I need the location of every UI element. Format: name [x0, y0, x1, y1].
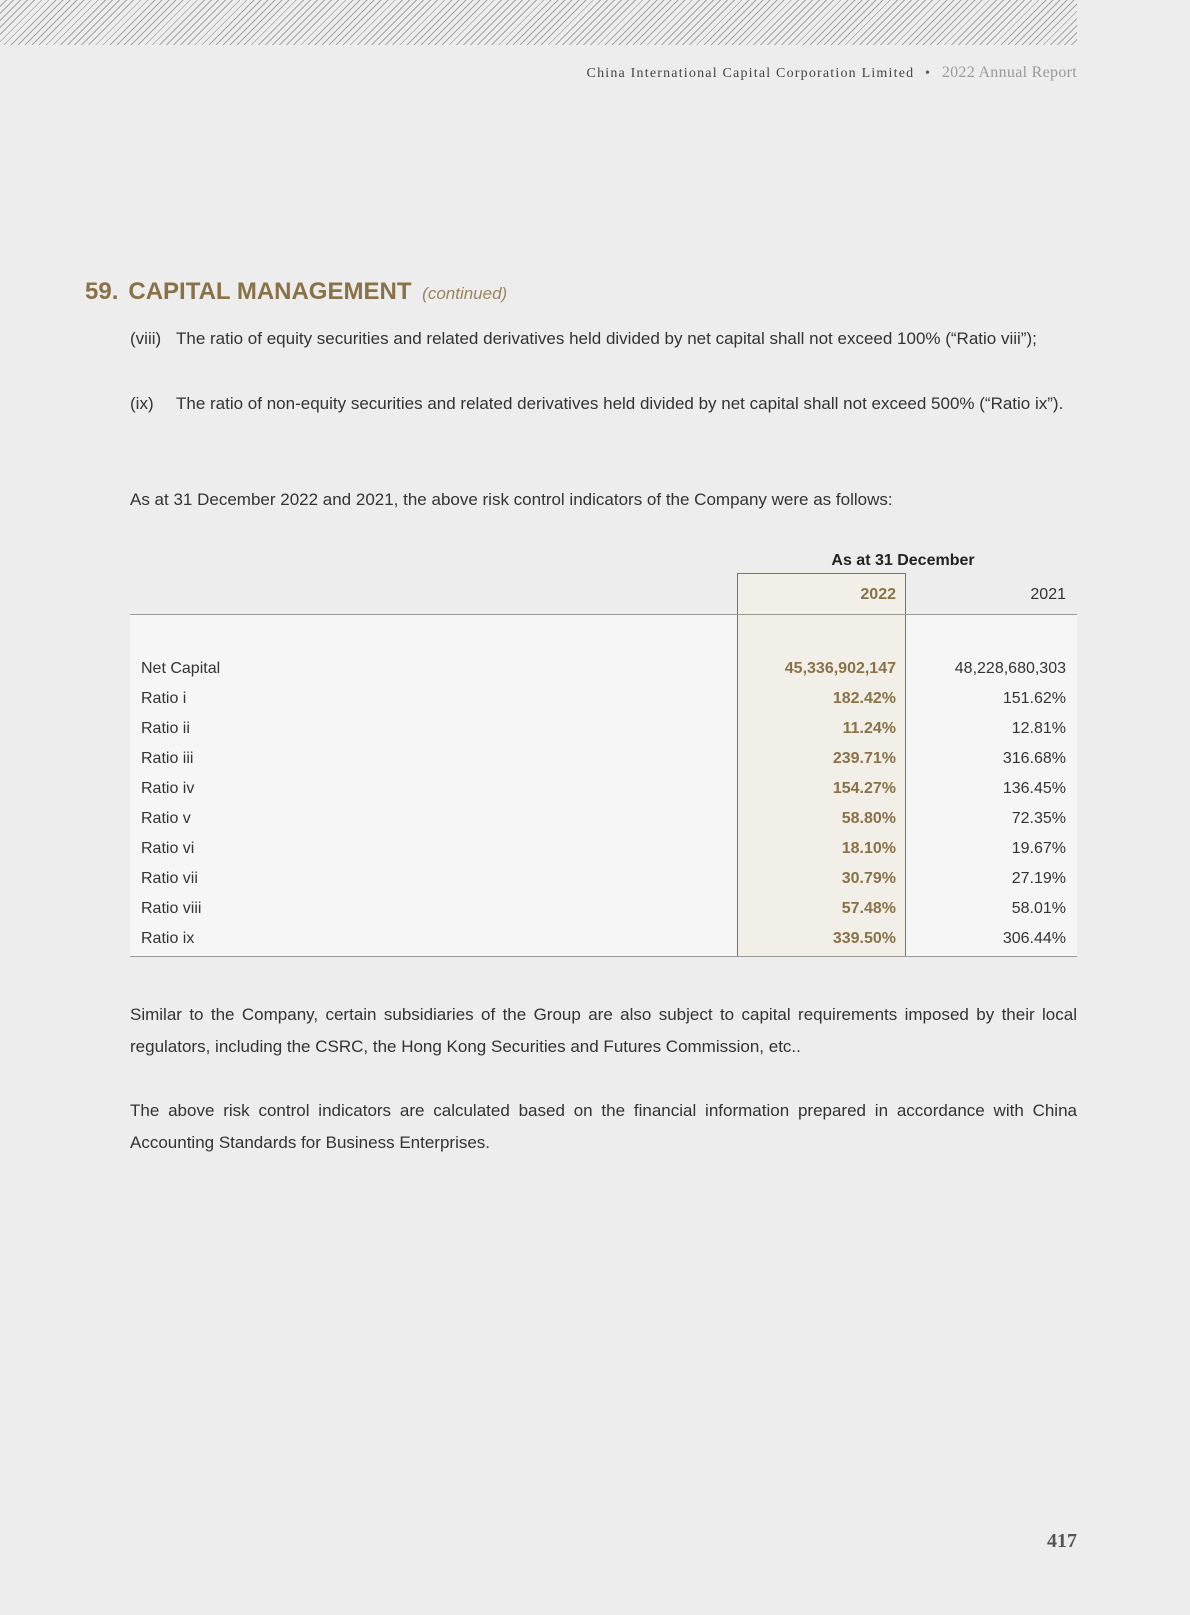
row-label: Net Capital — [141, 660, 221, 677]
value-2021: 306.44% — [1002, 930, 1066, 947]
table-row — [130, 714, 1077, 744]
value-2022: 182.42% — [832, 690, 896, 707]
value-2021: 316.68% — [1002, 750, 1066, 767]
value-2022: 58.80% — [841, 810, 896, 827]
row-label: Ratio iv — [141, 780, 195, 797]
header-report-title: 2022 Annual Report — [941, 64, 1077, 81]
value-2022: 57.48% — [841, 900, 896, 917]
value-2021: 12.81% — [1011, 720, 1066, 737]
header-company: China International Capital Corporation Limited — [586, 66, 915, 81]
value-2021: 136.45% — [1002, 780, 1066, 797]
list-item-label: (ix) — [130, 394, 154, 413]
table-row — [130, 894, 1077, 924]
section-continued: (continued) — [422, 284, 508, 303]
table-row — [130, 804, 1077, 834]
paragraph-subsidiaries: Similar to the Company, certain subsidiaries of the Group are also subject to capital requirements imposed by their local regulators, including the CSRC, the Hong Kong Securities and Futures Commission, etc.. — [130, 1005, 1077, 1056]
value-2022: 154.27% — [832, 780, 896, 797]
value-2021: 151.62% — [1002, 690, 1066, 707]
header-bullet: • — [925, 66, 932, 81]
value-2022: 239.71% — [832, 750, 896, 767]
table-intro: As at 31 December 2022 and 2021, the above risk control indicators of the Company were as follows: — [130, 490, 893, 509]
table-row — [130, 834, 1077, 864]
value-2022: 30.79% — [841, 870, 896, 887]
value-2022: 18.10% — [841, 840, 896, 857]
list-item-viii — [130, 323, 1077, 355]
paragraph-accounting-basis: The above risk control indicators are calculated based on the financial information prepared in accordance with China Accounting Standards for Business Enterprises. — [130, 1101, 1077, 1152]
row-label: Ratio vi — [141, 840, 195, 857]
header-hatch-band — [0, 0, 1077, 45]
table-row — [130, 684, 1077, 714]
row-label: Ratio v — [141, 810, 191, 827]
column-header-2021: 2021 — [1030, 586, 1066, 603]
row-label: Ratio viii — [141, 900, 202, 917]
column-header-2022: 2022 — [860, 586, 896, 603]
table-row — [130, 924, 1077, 954]
list-item-label: (viii) — [130, 329, 162, 348]
row-label: Ratio ix — [141, 930, 195, 947]
risk-indicators-table — [130, 548, 1077, 958]
value-2021: 48,228,680,303 — [954, 660, 1066, 677]
row-label: Ratio iii — [141, 750, 194, 767]
value-2021: 27.19% — [1011, 870, 1066, 887]
value-2021: 58.01% — [1011, 900, 1066, 917]
value-2022: 11.24% — [842, 720, 896, 737]
column-group-header: As at 31 December — [831, 552, 975, 569]
list-item-ix — [130, 388, 1077, 420]
table-row — [130, 744, 1077, 774]
section-title: CAPITAL MANAGEMENT — [128, 278, 412, 305]
value-2021: 19.67% — [1011, 840, 1066, 857]
list-item-text: The ratio of non-equity securities and related derivatives held divided by net capital shall not exceed 500% (“Ratio ix”). — [176, 394, 1064, 413]
row-label: Ratio ii — [141, 720, 190, 737]
table-top-rule — [130, 614, 1077, 615]
value-2022: 45,336,902,147 — [784, 660, 896, 677]
value-2021: 72.35% — [1011, 810, 1066, 827]
table-row — [130, 654, 1077, 684]
value-2022: 339.50% — [832, 930, 896, 947]
page-number: 417 — [1047, 1530, 1077, 1552]
table-row — [130, 864, 1077, 894]
list-item-text: The ratio of equity securities and related derivatives held divided by net capital shall not exceed 100% (“Ratio viii”); — [176, 329, 1037, 348]
section-number: 59. — [85, 278, 119, 305]
table-row — [130, 774, 1077, 804]
row-label: Ratio vii — [141, 870, 198, 887]
table-bottom-rule — [130, 956, 1077, 957]
section-heading — [85, 278, 507, 306]
row-label: Ratio i — [141, 690, 187, 707]
running-header — [587, 64, 1077, 82]
